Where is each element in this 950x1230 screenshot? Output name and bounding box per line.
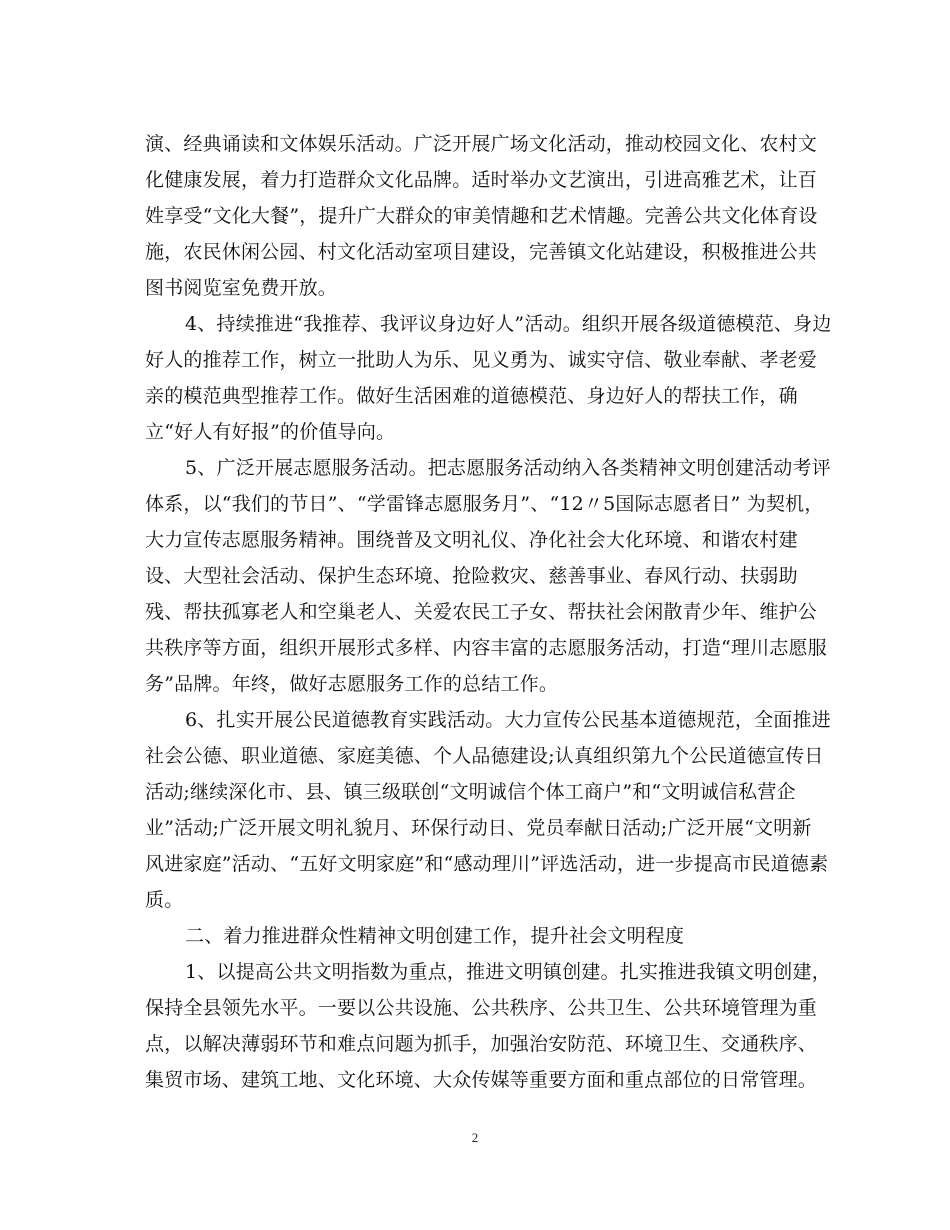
text-line: 演、经典诵读和文体娱乐活动。广泛开展广场文化活动，推动校园文化、农村文 [145,133,818,155]
text-line: 质。 [145,889,184,911]
text-line: 姓享受“文化大餐”，提升广大群众的审美情趣和艺术情趣。完善公共文化体育设 [145,205,818,227]
text-line: 化健康发展，着力打造群众文化品牌。适时举办文艺演出，引进高雅艺术，让百 [145,169,818,191]
text-line: 体系，以“我们的节日”、“学雷锋志愿服务月”、“12〃5国际志愿者日” 为契机， [145,493,824,515]
text-line: 风进家庭”活动、“五好文明家庭”和“感动理川”评选活动，进一步提高市民道德素 [145,853,829,875]
text-line: 大力宣传志愿服务精神。围绕普及文明礼仪、净化社会大化环境、和谐农村建 [145,529,798,551]
text-line: 施，农民休闲公园、村文化活动室项目建设，完善镇文化站建设，积极推进公共 [145,241,818,263]
text-line: 集贸市场、建筑工地、文化环境、大众传媒等重要方面和重点部位的日常管理。 [145,1069,818,1091]
text-line: 立“好人有好报”的价值导向。 [145,421,396,443]
text-line: 保持全县领先水平。一要以公共设施、公共秩序、公共卫生、公共环境管理为重 [145,997,818,1019]
text-line: 社会公德、职业道德、家庭美德、个人品德建设;认真组织第九个公民道德宣传日 [145,745,824,767]
text-line: 残、帮扶孤寡老人和空巢老人、关爱农民工子女、帮扶社会闲散青少年、维护公 [145,601,818,623]
text-line: 务”品牌。年终，做好志愿服务工作的总结工作。 [145,673,559,695]
text-line: 点，以解决薄弱环节和难点问题为抓手，加强治安防范、环境卫生、交通秩序、 [145,1033,818,1055]
text-line: 5、广泛开展志愿服务活动。把志愿服务活动纳入各类精神文明创建活动考评 [185,457,831,479]
text-line: 1、以提高公共文明指数为重点，推进文明镇创建。扎实推进我镇文明创建， [185,961,831,983]
text-line: 6、扎实开展公民道德教育实践活动。大力宣传公民基本道德规范，全面推进 [185,709,831,731]
text-line: 图书阅览室免费开放。 [145,277,338,299]
text-line: 亲的模范典型推荐工作。做好生活困难的道德模范、身边好人的帮扶工作，确 [145,385,798,407]
text-line: 设、大型社会活动、保护生态环境、抢险救灾、慈善事业、春风行动、扶弱助 [145,565,798,587]
page-number: 2 [471,1130,479,1145]
body-text [145,126,832,1098]
text-line: 共秩序等方面，组织开展形式多样、内容丰富的志愿服务活动，打造“理川志愿服 [145,637,827,659]
text-line: 4、持续推进“我推荐、我评议身边好人”活动。组织开展各级道德模范、身边 [185,313,832,335]
text-line: 好人的推荐工作，树立一批助人为乐、见义勇为、诚实守信、敬业奉献、孝老爱 [145,349,818,371]
text-line: 二、着力推进群众性精神文明创建工作，提升社会文明程度 [185,925,685,947]
text-line: 业”活动;广泛开展文明礼貌月、环保行动日、党员奉献日活动;广泛开展“文明新 [145,817,812,839]
text-line: 活动;继续深化市、县、镇三级联创“文明诚信个体工商户”和“文明诚信私营企 [145,781,796,803]
